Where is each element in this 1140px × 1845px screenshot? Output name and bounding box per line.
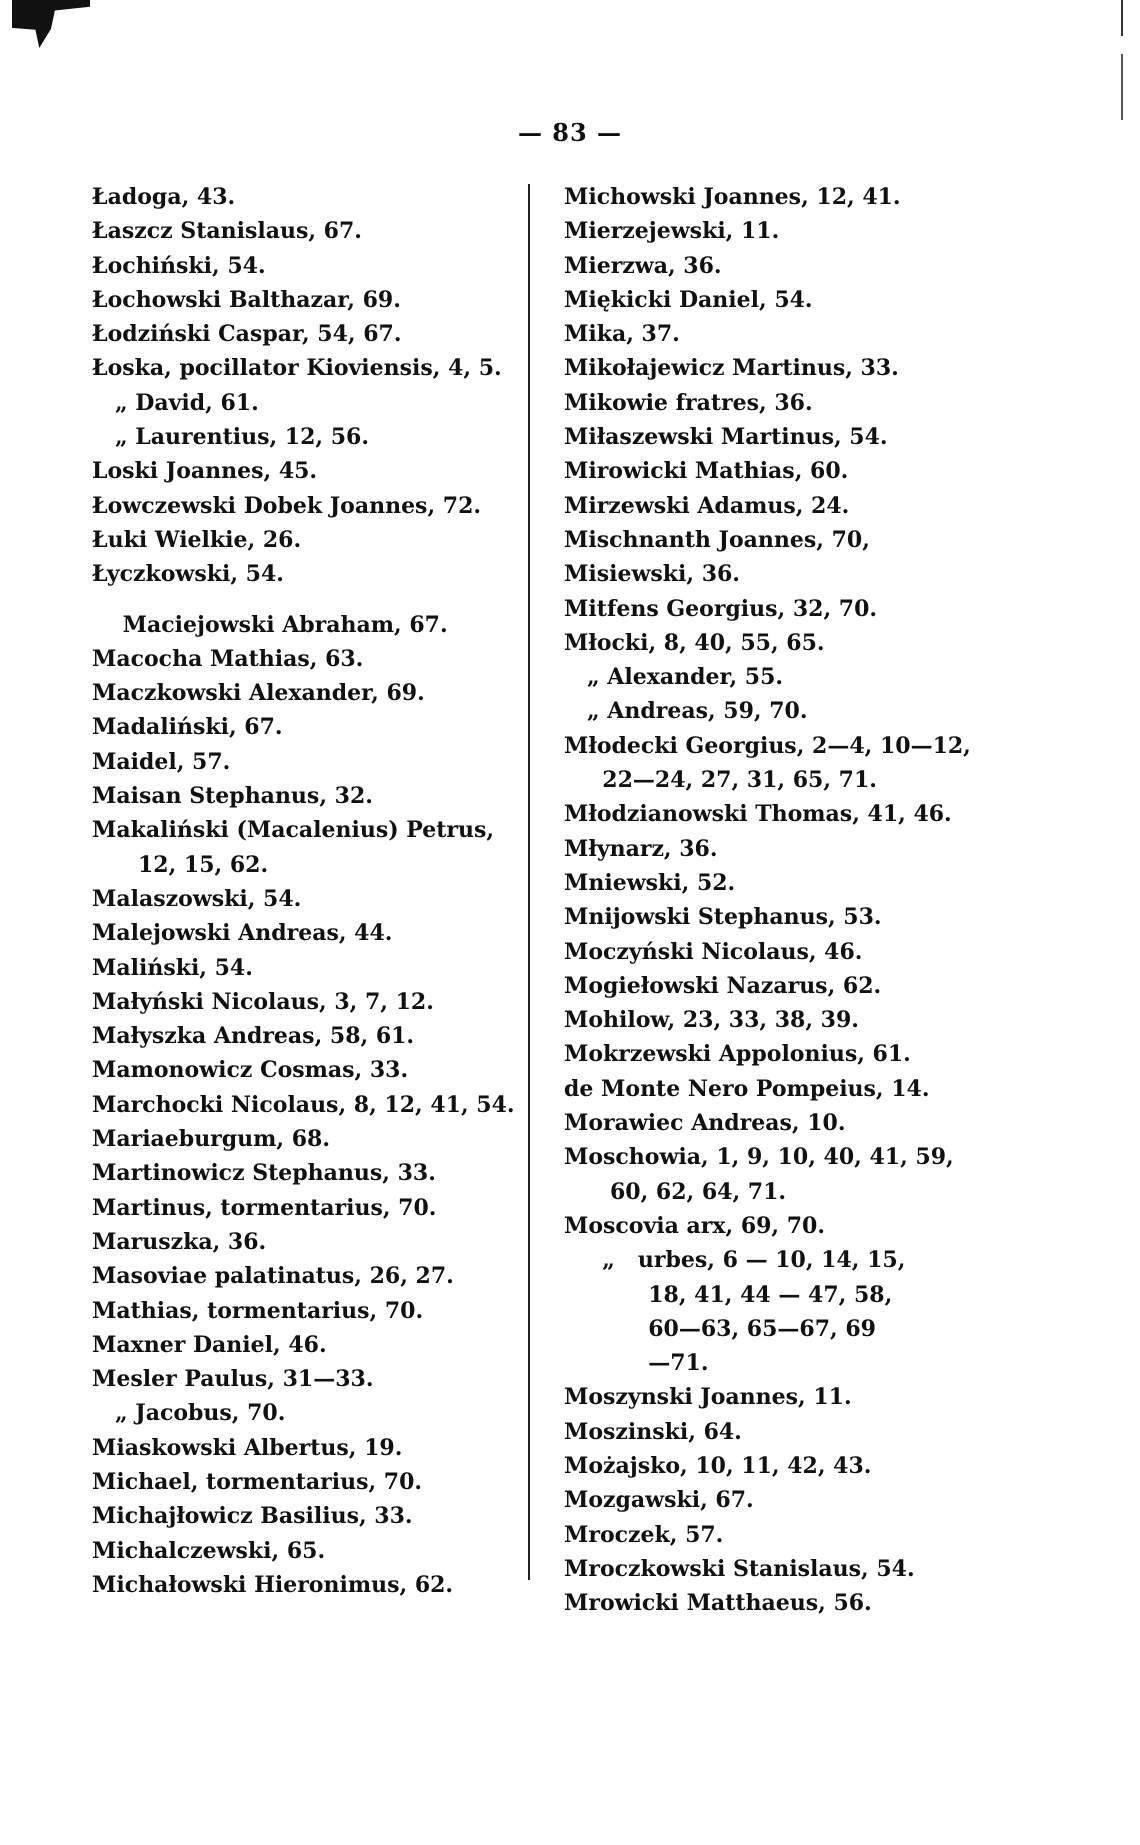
index-entry: Mikołajewicz Martinus, 33. [564,355,899,382]
index-entry: Mniewski, 52. [564,869,736,896]
index-entry: „ urbes, 6 — 10, 14, 15, [564,1247,906,1274]
index-entry: 60, 62, 64, 71. [564,1178,787,1205]
index-entry: Michałowski Hieronimus, 62. [92,1571,454,1598]
index-entry: „ Andreas, 59, 70. [564,698,808,725]
index-entry: Łyczkowski, 54. [92,561,284,588]
index-entry: Macocha Mathias, 63. [92,645,364,672]
index-entry: „ Laurentius, 12, 56. [92,424,370,451]
index-entry: Łoska, pocillator Kioviensis, 4, 5. [92,355,502,382]
index-entry: Misiewski, 36. [564,561,740,588]
index-entry: Mogiełowski Nazarus, 62. [564,972,882,999]
index-entry: Moszynski Joannes, 11. [564,1384,852,1411]
index-entry: Łuki Wielkie, 26. [92,526,302,553]
page-number: — 83 — [517,118,623,147]
index-entry: Masoviae palatinatus, 26, 27. [92,1263,454,1290]
index-entry: de Monte Nero Pompeius, 14. [564,1075,930,1102]
index-entry: Mesler Paulus, 31—33. [92,1366,374,1393]
index-entry: Małyszka Andreas, 58, 61. [92,1023,415,1050]
index-entry: Łochiński, 54. [92,252,266,279]
index-entry: Łaszcz Stanislaus, 67. [92,218,362,245]
index-entry: Maruszka, 36. [92,1228,267,1255]
index-entry: 60—63, 65—67, 69 [564,1315,876,1342]
index-entry: —71. [564,1350,709,1377]
index-entry: Maczkowski Alexander, 69. [92,680,425,707]
index-entry: Miaskowski Albertus, 19. [92,1434,403,1461]
index-entry: Michalczewski, 65. [92,1537,326,1564]
index-entry: Młodecki Georgius, 2—4, 10—12, [564,732,971,759]
index-entry: Malaszowski, 54. [92,885,302,912]
index-entry: Mika, 37. [564,321,680,348]
index-entry: Loski Joannes, 45. [92,458,318,485]
index-entry: Michael, tormentarius, 70. [92,1468,423,1495]
index-entry: Martinowicz Stephanus, 33. [92,1160,436,1187]
index-entry: Michajłowicz Basilius, 33. [92,1503,413,1530]
index-entry: Michowski Joannes, 12, 41. [564,184,901,210]
index-entry: Mischnanth Joannes, 70, [564,526,870,553]
scan-corner-mark [12,0,90,48]
index-entry: Mozgawski, 67. [564,1487,754,1514]
index-entry: Mierzwa, 36. [564,252,722,279]
index-entry: Ładoga, 43. [92,184,236,210]
index-entry: Maciejowski Abraham, 67. [92,611,448,638]
index-entry: Marchocki Nicolaus, 8, 12, 41, 54. [92,1091,515,1118]
index-entry: Łochowski Balthazar, 69. [92,286,401,313]
index-entry: Miękicki Daniel, 54. [564,286,813,313]
index-entry: Mierzejewski, 11. [564,218,780,245]
index-column-left [92,180,515,1602]
index-entry: „ Alexander, 55. [564,664,784,691]
index-entry: Mohilow, 23, 33, 38, 39. [564,1007,859,1034]
index-entry: Młodzianowski Thomas, 41, 46. [564,801,952,828]
index-entry: Maliński, 54. [92,954,253,981]
index-entry: Mrowicki Matthaeus, 56. [564,1590,872,1617]
index-column-right [564,180,984,1620]
index-entry: Makaliński (Macalenius) Petrus, [92,817,495,844]
index-entry: Malejowski Andreas, 44. [92,920,393,947]
index-entry: Łodziński Caspar, 54, 67. [92,321,402,348]
index-entry: Możajsko, 10, 11, 42, 43. [564,1452,872,1479]
index-entry: Moschowia, 1, 9, 10, 40, 41, 59, [564,1144,954,1171]
index-entry: Maxner Daniel, 46. [92,1331,327,1358]
index-entry: Miłaszewski Martinus, 54. [564,424,888,451]
scan-edge-line [1121,0,1123,120]
index-entry: Młynarz, 36. [564,835,718,862]
index-entry: Mitfens Georgius, 32, 70. [564,595,878,622]
index-entry: Mikowie fratres, 36. [564,389,813,416]
section-gap [92,592,512,608]
index-entry: Mokrzewski Appolonius, 61. [564,1041,911,1068]
index-entry: Mariaeburgum, 68. [92,1126,331,1153]
index-entry: Małyński Nicolaus, 3, 7, 12. [92,988,434,1015]
index-entry: Maisan Stephanus, 32. [92,783,373,810]
index-entry: Łowczewski Dobek Joannes, 72. [92,492,482,519]
index-entry: Morawiec Andreas, 10. [564,1110,846,1137]
index-entry: Moscovia arx, 69, 70. [564,1212,826,1239]
index-entry: „ Jacobus, 70. [92,1400,286,1427]
index-entry: Madaliński, 67. [92,714,283,741]
index-entry: Martinus, tormentarius, 70. [92,1194,437,1221]
index-entry: „ David, 61. [92,389,259,416]
index-entry: Maidel, 57. [92,748,231,775]
index-entry: Mroczek, 57. [564,1521,724,1548]
column-divider [528,184,530,1580]
index-entry: Mroczkowski Stanislaus, 54. [564,1555,915,1582]
index-entry: 18, 41, 44 — 47, 58, [564,1281,893,1308]
index-entry: Mirowicki Mathias, 60. [564,458,849,485]
index-entry: Młocki, 8, 40, 55, 65. [564,629,825,656]
index-entry: 12, 15, 62. [92,851,269,878]
index-entry: Mamonowicz Cosmas, 33. [92,1057,409,1084]
index-entry: Mnijowski Stephanus, 53. [564,904,882,931]
index-entry: 22—24, 27, 31, 65, 71. [564,767,877,794]
index-entry: Moszinski, 64. [564,1418,742,1445]
index-entry: Mirzewski Adamus, 24. [564,492,850,519]
index-entry: Mathias, tormentarius, 70. [92,1297,424,1324]
index-entry: Moczyński Nicolaus, 46. [564,938,863,965]
